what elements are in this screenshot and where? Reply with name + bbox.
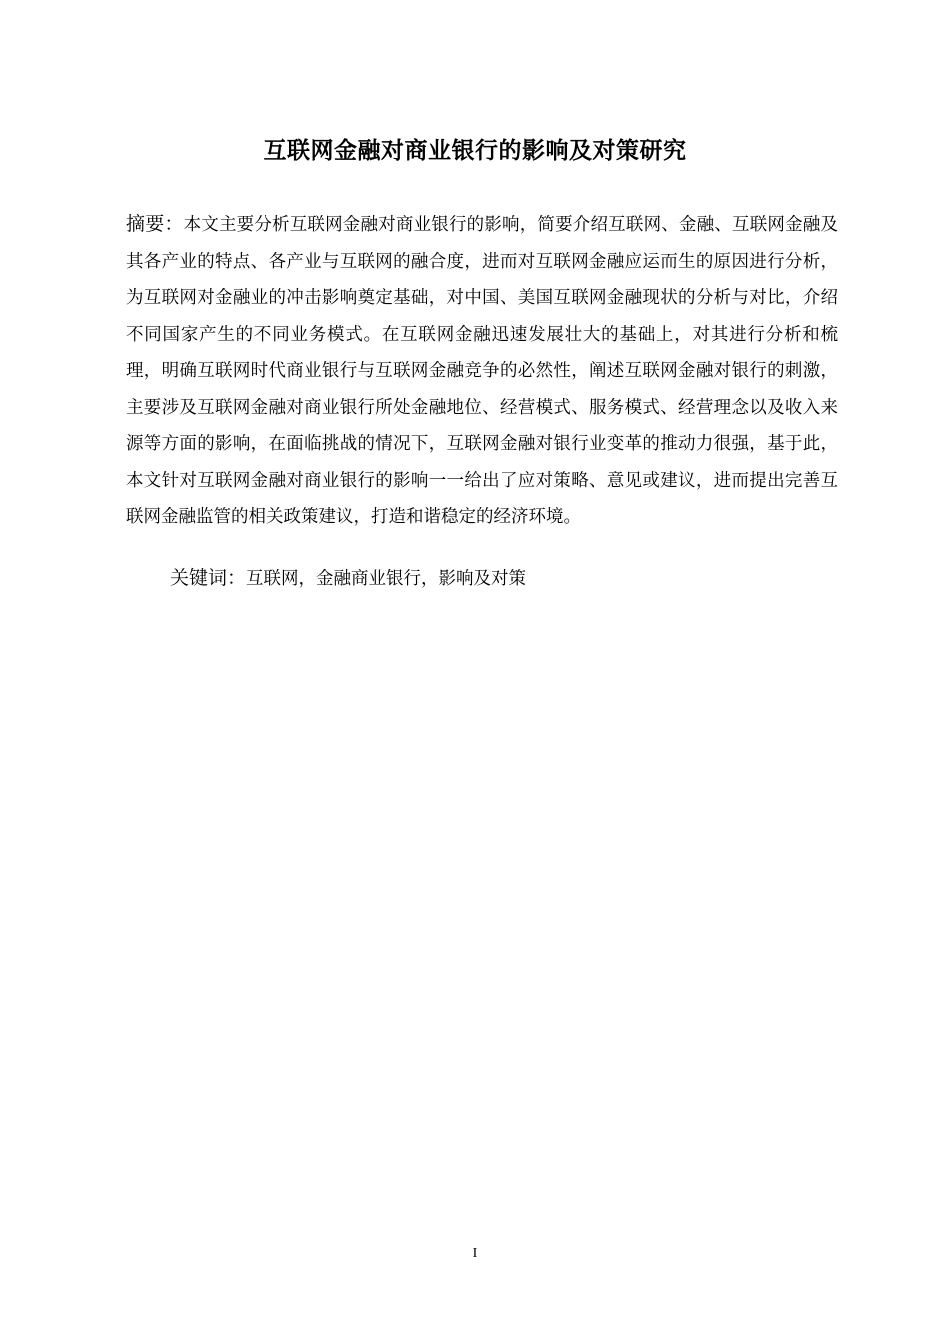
abstract-label: 摘要： xyxy=(126,213,184,235)
keywords-line xyxy=(170,560,838,597)
page-number: I xyxy=(472,1246,478,1261)
abstract-paragraph xyxy=(126,206,838,536)
keywords-label: 关键词： xyxy=(170,567,247,589)
document-title: 互联网金融对商业银行的影响及对策研究 xyxy=(263,138,687,165)
abstract-text: 本文主要分析互联网金融对商业银行的影响，简要介绍互联网、金融、互联网金融及其各产业的特点、各产业与互联网的融合度，进而对互联网金融应运而生的原因进行分析，为互联网对金融业的冲击影响奠定基础，对中国、美国互联网金融现状的分析与对比，介绍不同国家产生的不同业务模式。在互联网金融迅速发展壮大的基础上，对其进行分析和梳理，明确互联网时代商业银行与互联网金融竞争的必然性，阐述互联网金融对银行的刺激，主要涉及互联网金融对商业银行所处金融地位、经营模式、服务模式、经营理念以及收入来源等方面的影响，在面临挑战的情况下，互联网金融对银行业变革的推动力很强，基于此，本文针对互联网金融对商业银行的影响一一给出了应对策略、意见或建议，进而提出完善互联网金融监管的相关政策建议，打造和谐稳定的经济环境。 xyxy=(126,215,838,527)
keywords-text: 互联网，金融商业银行，影响及对策 xyxy=(246,569,527,589)
